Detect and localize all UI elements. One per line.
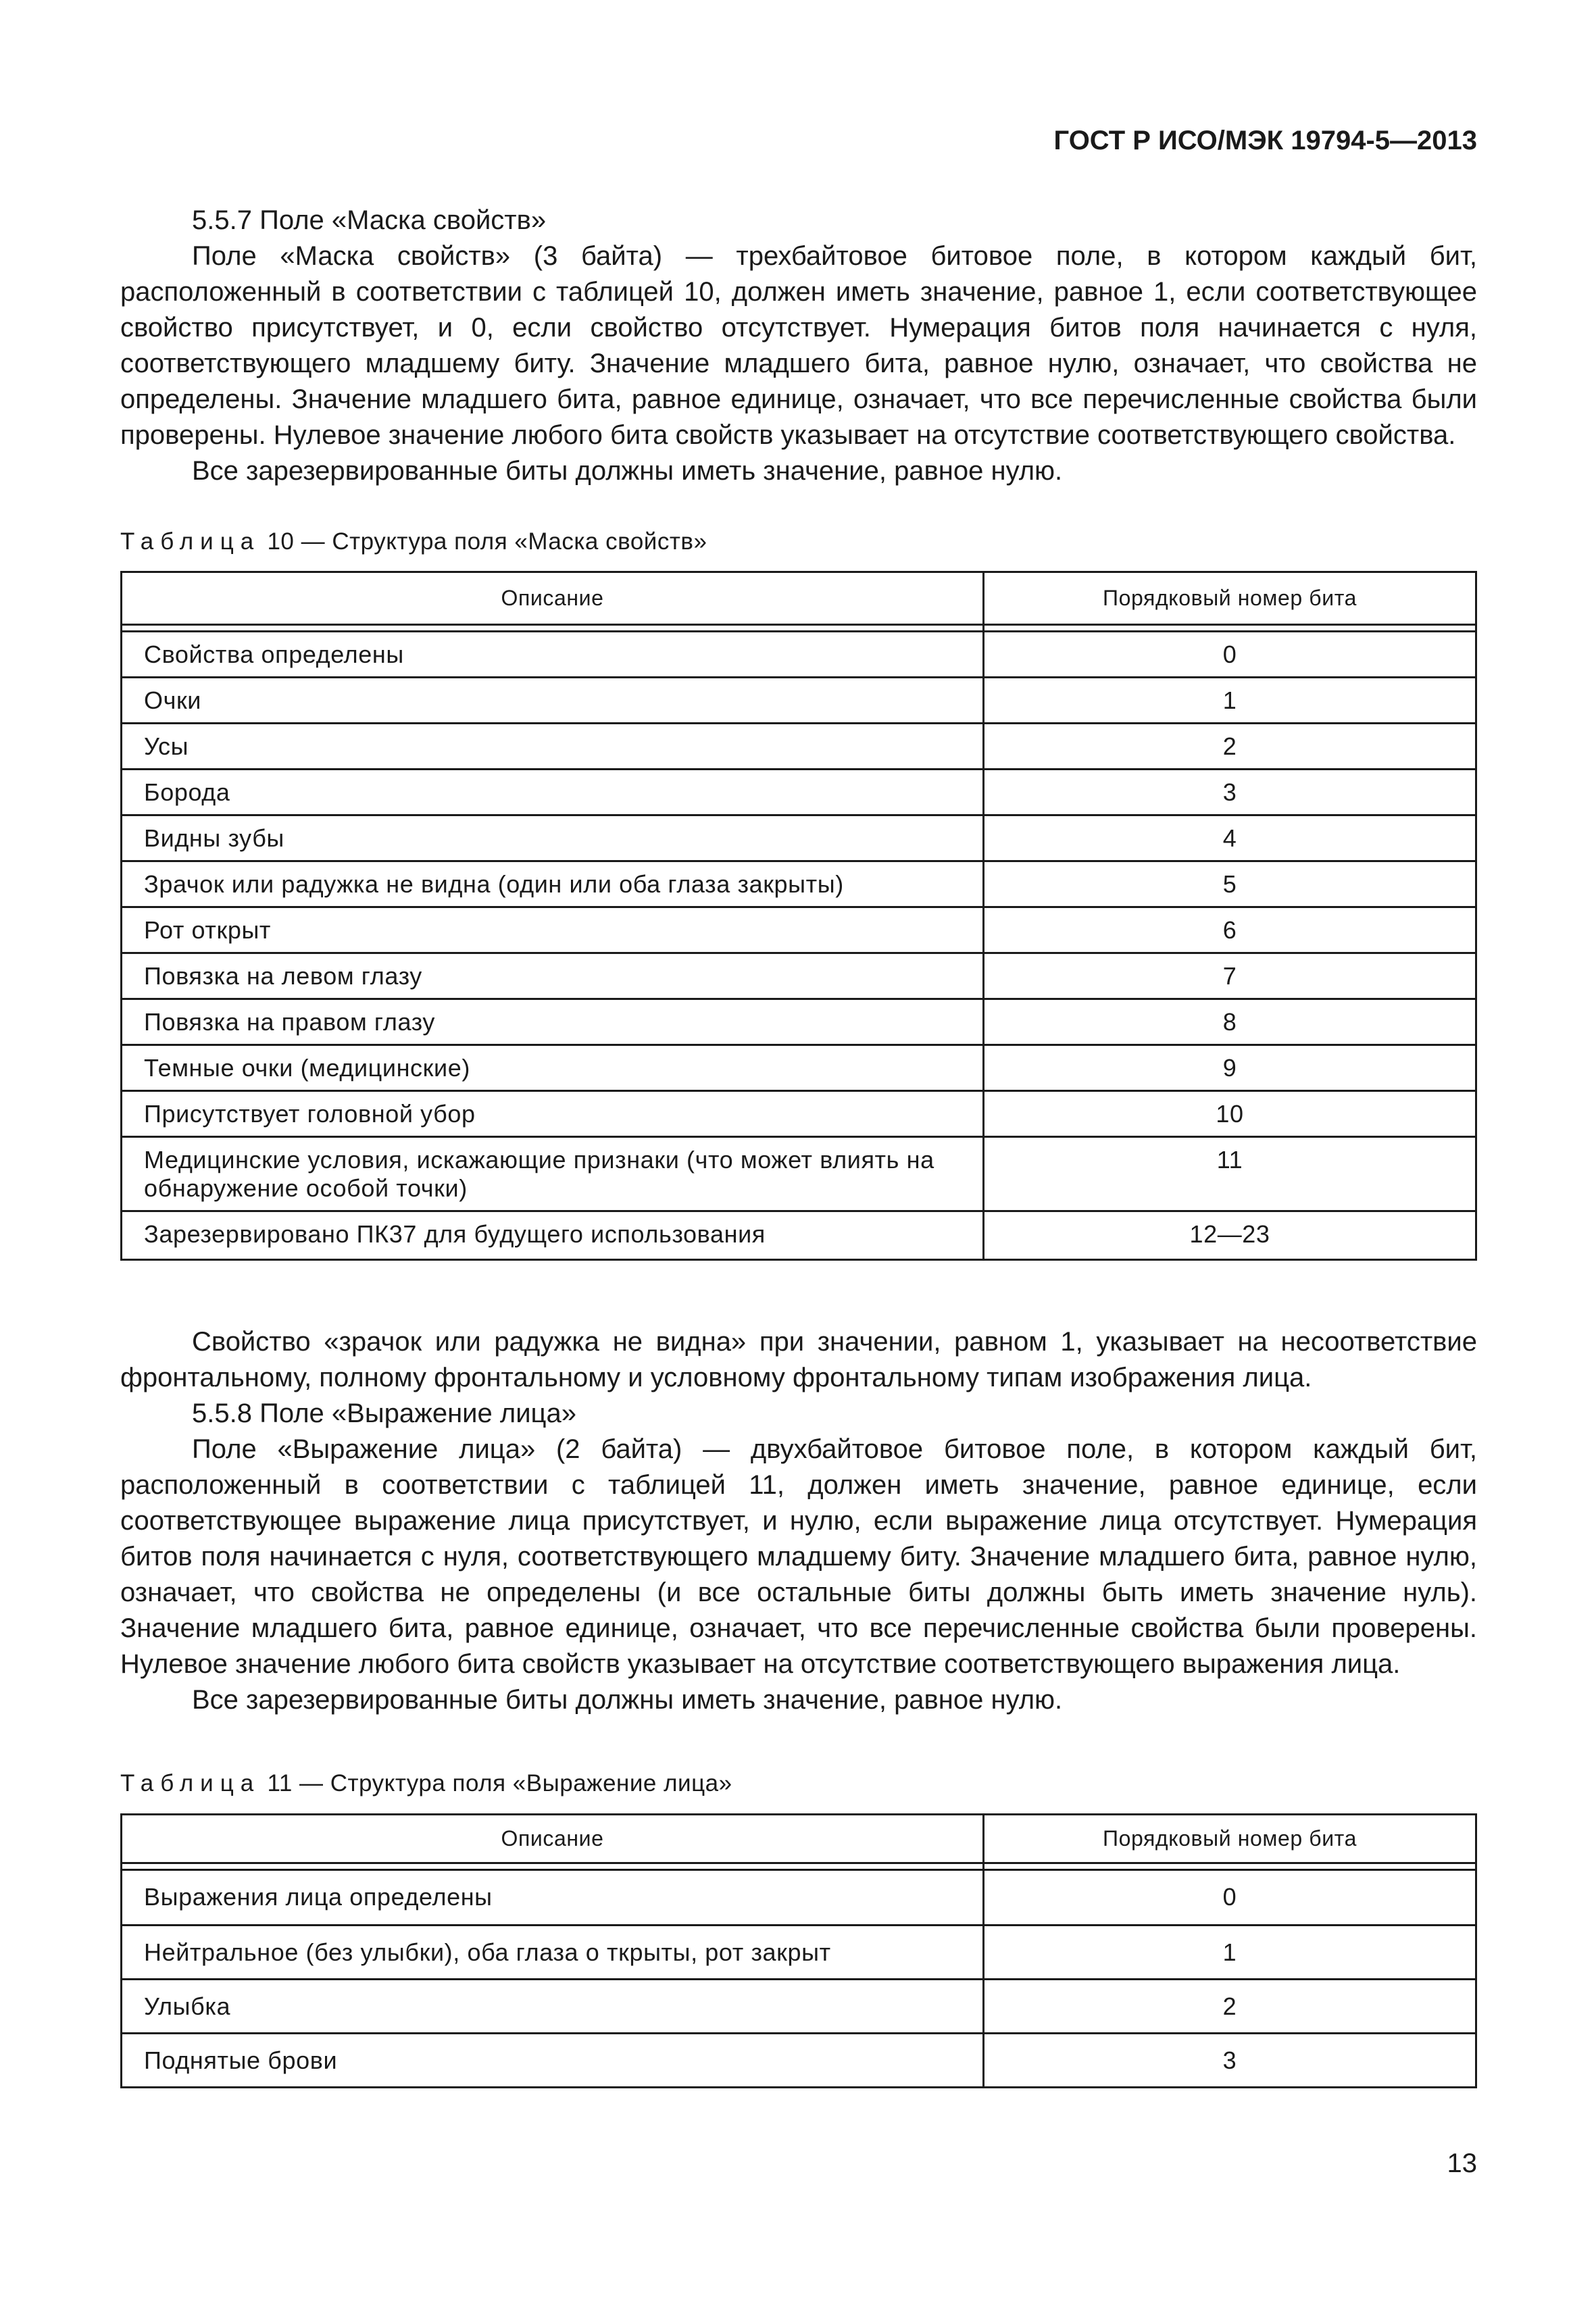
table-row (122, 1137, 1476, 1211)
caption-word: Таблица (120, 1770, 261, 1796)
table-row (122, 1926, 1476, 1980)
cell-description: Присутствует головной убор (122, 1091, 984, 1137)
paragraph: Поле «Маска свойств» (3 байта) — трехбайтовое битовое поле, в котором каждый бит, расположенный в соответствии с таблицей 10, должен иметь значение, равное 1, если соответствующее свойство присутствует, и 0, если свойство отсутствует. Нумерация битов поля начинается с нуля, соответствующего младшему биту. Значение младшего бита, равное нулю, означает, что свойства не определены. Значение младшего бита, равное единице, означает, что все перечисленные свойства были проверены. Нулевое значение любого бита свойств указывает на отсутствие соответствующего свойства. (120, 241, 1477, 450)
table-row (122, 953, 1476, 999)
section-heading: 5.5.7 Поле «Маска свойств» (192, 205, 547, 235)
cell-bit-number: 2 (984, 724, 1476, 770)
cell-bit-number: 9 (984, 1045, 1476, 1091)
cell-bit-number: 0 (983, 1870, 1476, 1926)
column-header-bit-number: Порядковый номер бита (984, 572, 1476, 625)
cell-description: Зарезервировано ПК37 для будущего использования (122, 1211, 984, 1260)
table-row (122, 1091, 1476, 1137)
table-caption (120, 528, 707, 555)
table-10 (120, 571, 1477, 1261)
table-row (122, 1870, 1476, 1926)
cell-bit-number: 3 (983, 2034, 1476, 2088)
table-row (122, 999, 1476, 1045)
table-row (122, 770, 1476, 815)
table-row (122, 815, 1476, 861)
cell-bit-number: 1 (983, 1926, 1476, 1980)
header-spacer-row (122, 1863, 1476, 1870)
column-header-description: Описание (122, 1815, 984, 1863)
cell-description: Зрачок или радужка не видна (один или оба глаза закрыты) (122, 861, 984, 907)
document-code: ГОСТ Р ИСО/МЭК 19794-5—2013 (1053, 126, 1477, 155)
cell-description: Поднятые брови (122, 2034, 984, 2088)
table-header-row (122, 1815, 1476, 1863)
section-5-5-8 (120, 1324, 1477, 1718)
cell-bit-number: 4 (984, 815, 1476, 861)
paragraph: Свойство «зрачок или радужка не видна» при значении, равном 1, указывает на несоответствие фронтальному, полному фронтальному и условному фронтальному типам изображения лица. (120, 1327, 1477, 1392)
cell-bit-number: 0 (984, 632, 1476, 678)
section-heading: 5.5.8 Поле «Выражение лица» (192, 1399, 576, 1428)
table-row (122, 632, 1476, 678)
column-header-description: Описание (122, 572, 984, 625)
paragraph: Все зарезервированные биты должны иметь значение, равное нулю. (192, 1685, 1063, 1715)
paragraph: Все зарезервированные биты должны иметь значение, равное нулю. (192, 456, 1063, 486)
table-caption (120, 1770, 732, 1797)
cell-description: Свойства определены (122, 632, 984, 678)
paragraph: Поле «Выражение лица» (2 байта) — двухбайтовое битовое поле, в котором каждый бит, расположенный в соответствии с таблицей 11, должен иметь значение, равное единице, если соответствующее выражение лица присутствует, и нулю, если выражение лица отсутствует. Нумерация битов поля начинается с нуля, соответствующего младшему биту. Значение младшего бита, равное нулю, означает, что свойства не определены (и все остальные биты должны быть иметь значение нуль). Значение младшего бита, равное единице, означает, что все перечисленные свойства были проверены. Нулевое значение любого бита свойств указывает на отсутствие соответствующего выражения лица. (120, 1434, 1477, 1679)
cell-bit-number: 11 (984, 1137, 1476, 1211)
caption-text: 10 — Структура поля «Маска свойств» (267, 528, 707, 555)
cell-description: Темные очки (медицинские) (122, 1045, 984, 1091)
cell-description: Очки (122, 678, 984, 724)
table-row (122, 1980, 1476, 2034)
table-row (122, 1211, 1476, 1260)
caption-text: 11 — Структура поля «Выражение лица» (267, 1770, 732, 1796)
table-header-row (122, 572, 1476, 625)
cell-description: Повязка на правом глазу (122, 999, 984, 1045)
cell-bit-number: 8 (984, 999, 1476, 1045)
table-row (122, 861, 1476, 907)
page-number: 13 (1447, 2148, 1477, 2178)
cell-description: Выражения лица определены (122, 1870, 984, 1926)
cell-bit-number: 6 (984, 907, 1476, 953)
section-5-5-7 (120, 203, 1477, 489)
cell-bit-number: 12—23 (984, 1211, 1476, 1260)
table-row (122, 907, 1476, 953)
table-row (122, 678, 1476, 724)
table-11 (120, 1813, 1477, 2088)
cell-description: Рот открыт (122, 907, 984, 953)
cell-bit-number: 3 (984, 770, 1476, 815)
cell-bit-number: 10 (984, 1091, 1476, 1137)
cell-description: Повязка на левом глазу (122, 953, 984, 999)
cell-description: Борода (122, 770, 984, 815)
table-row (122, 2034, 1476, 2088)
column-header-bit-number: Порядковый номер бита (983, 1815, 1476, 1863)
cell-description: Видны зубы (122, 815, 984, 861)
cell-description: Медицинские условия, искажающие признаки (что может влиять на обнаружение особой точки) (122, 1137, 984, 1211)
table-row (122, 1045, 1476, 1091)
cell-bit-number: 5 (984, 861, 1476, 907)
header-spacer-row (122, 625, 1476, 632)
cell-bit-number: 2 (983, 1980, 1476, 2034)
cell-description: Усы (122, 724, 984, 770)
table-row (122, 724, 1476, 770)
cell-description: Улыбка (122, 1980, 984, 2034)
cell-bit-number: 7 (984, 953, 1476, 999)
cell-bit-number: 1 (984, 678, 1476, 724)
cell-description: Нейтральное (без улыбки), оба глаза о ткрыты, рот закрыт (122, 1926, 984, 1980)
caption-word: Таблица (120, 528, 261, 555)
